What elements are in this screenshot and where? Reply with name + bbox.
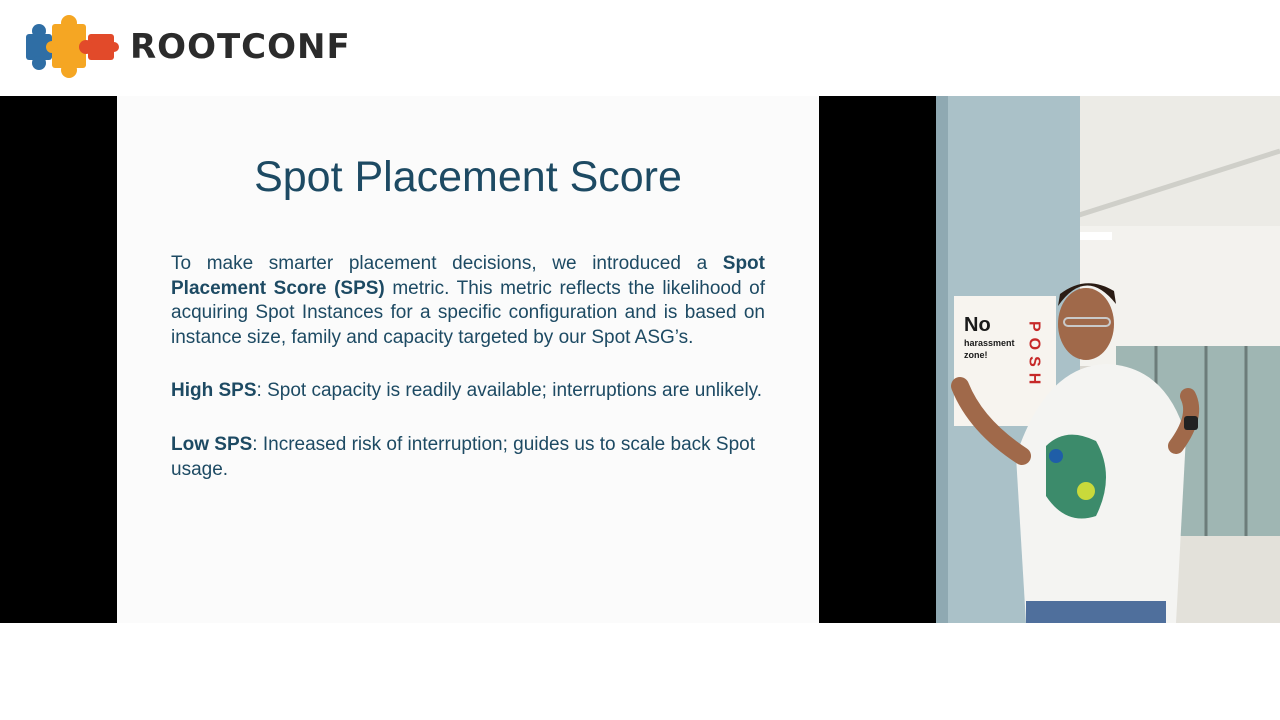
slide-title: Spot Placement Score [254,153,682,201]
poster-line-2: harassment [964,338,1015,348]
slide-intro-paragraph [171,252,765,350]
intro-text-end: metric. This metric reflects the likelihood of acquiring Spot Instances for a specific configuration and is based on instance size, family and capacity targeted by our Spot ASG’s. [171,277,765,348]
low-sps-text: : Increased risk of interruption; guides us to scale back Spot usage. [171,433,756,480]
slide-body [171,252,765,511]
speaker-camera-feed [936,96,1280,623]
slide-high-sps-paragraph [171,379,765,404]
video-stage [0,96,1280,623]
brand-name: ROOTCONF [130,27,351,67]
slide-low-sps-paragraph [171,433,765,482]
rootconf-logo [22,14,351,80]
low-sps-label: Low SPS [171,433,253,455]
poster-side-text: POSH [1025,321,1043,391]
high-sps-text: : Spot capacity is readily available; interruptions are unlikely. [256,380,763,402]
puzzle-logo-icon [22,14,122,80]
speaker-scene-illustration [936,96,1280,623]
poster-line-1: No [964,314,991,336]
high-sps-label: High SPS [171,380,257,402]
presentation-slide [117,96,819,623]
intro-bold-term: Spot Placement Score (SPS) [171,253,765,299]
poster-line-3: zone! [964,350,988,360]
intro-text-start: To make smarter placement decisions, we introduced a [171,253,723,274]
